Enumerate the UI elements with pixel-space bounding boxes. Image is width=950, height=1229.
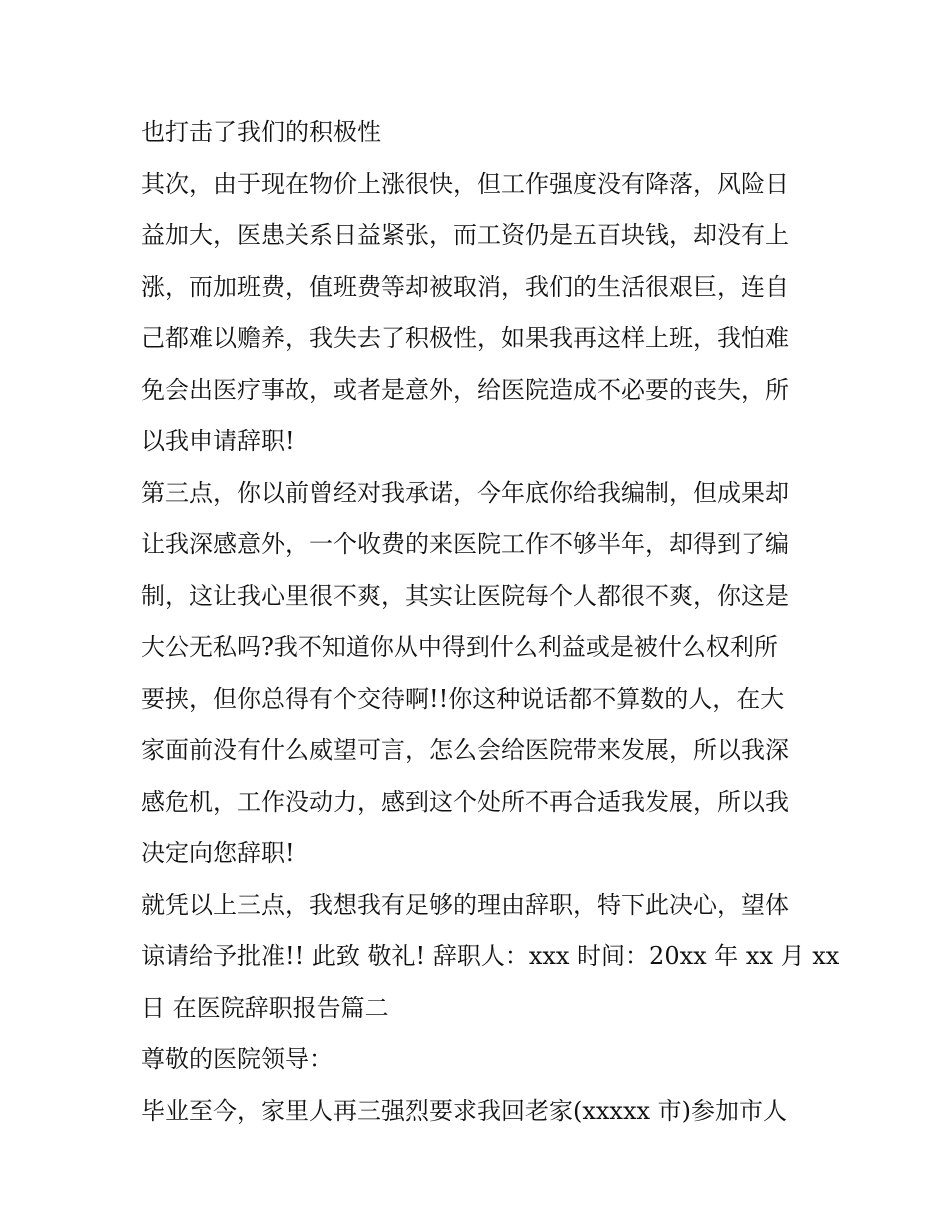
text-line: 毕业至今，家里人再三强烈要求我回老家(xxxxx 市)参加市人 (141, 1096, 788, 1125)
text-line: 也打击了我们的积极性 (141, 118, 381, 146)
text-line: 感危机，工作没动力，感到这个处所不再合适我发展，所以我 (141, 787, 789, 816)
text-line: 益加大，医患关系日益紧张，而工资仍是五百块钱，却没有上 (141, 221, 789, 249)
text-line: 要挟，但你总得有个交待啊!!你这种说话都不算数的人，在大 (141, 684, 785, 713)
text-line: 日 在医院辞职报告篇二 (141, 993, 389, 1022)
text-line: 以我申请辞职! (141, 427, 295, 455)
text-line: 家面前没有什么威望可言，怎么会给医院带来发展，所以我深 (141, 736, 789, 764)
text-line: 涨，而加班费，值班费等却被取消，我们的生活很艰巨，连自 (141, 272, 789, 301)
text-line: 免会出医疗事故，或者是意外，给医院造成不必要的丧失，所 (141, 375, 789, 404)
text-line: 谅请给予批准!! 此致 敬礼! 辞职人：xxx 时间：20xx 年 xx 月 xx (141, 942, 840, 970)
text-line: 就凭以上三点，我想我有足够的理由辞职，特下此决心，望体 (141, 890, 789, 919)
text-line: 大公无私吗?我不知道你从中得到什么利益或是被什么权利所 (141, 633, 778, 661)
text-line: 第三点，你以前曾经对我承诺，今年底你给我编制，但成果却 (141, 478, 789, 507)
text-line: 决定向您辞职! (141, 839, 295, 867)
text-line: 尊敬的医院领导： (141, 1045, 333, 1073)
text-line: 让我深感意外，一个收费的来医院工作不够半年，却得到了编 (141, 530, 789, 558)
text-line: 己都难以赡养，我失去了积极性，如果我再这样上班，我怕难 (141, 324, 789, 352)
document-body (141, 107, 840, 1137)
text-line: 其次，由于现在物价上涨很快，但工作强度没有降落，风险日 (141, 169, 789, 198)
text-line: 制，这让我心里很不爽，其实让医院每个人都很不爽，你这是 (141, 581, 789, 610)
